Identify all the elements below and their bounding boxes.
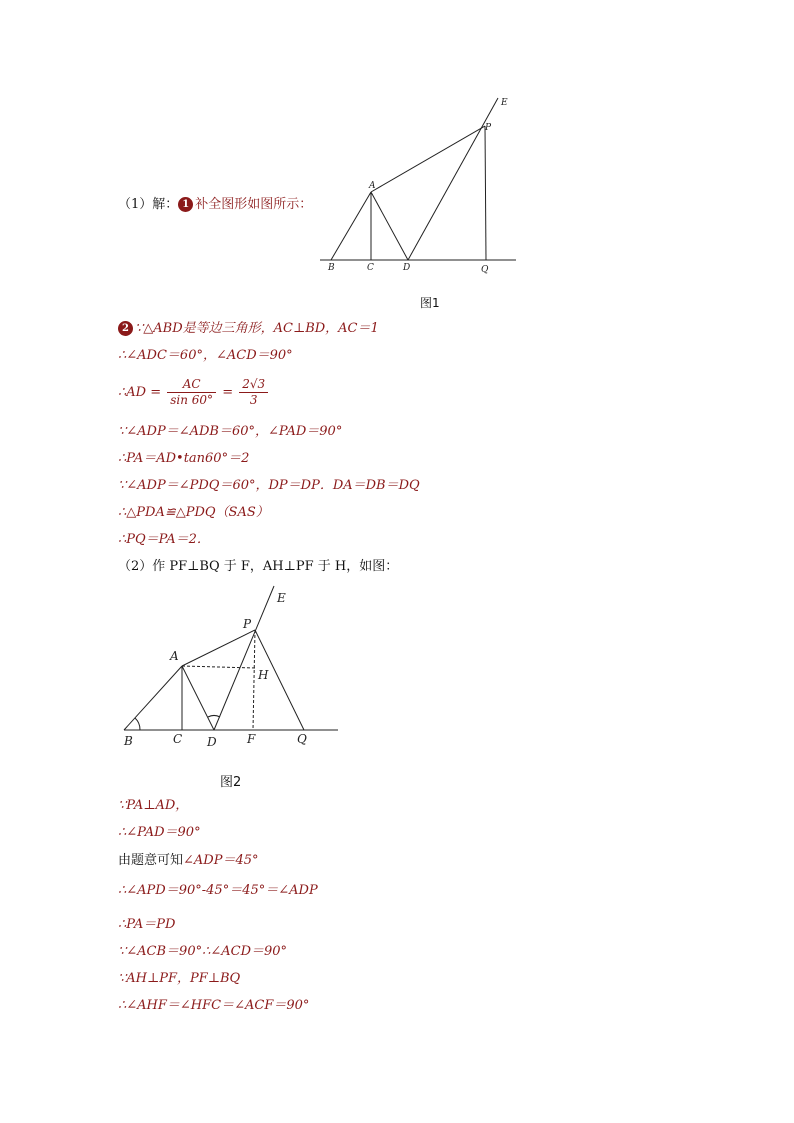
line-pa: ∴PA＝AD•tan60°＝2 [118, 451, 250, 466]
figure1-diagram [320, 92, 530, 282]
fig2-dashed-AH [182, 666, 255, 668]
fig2-label-Q: Q [297, 732, 307, 746]
ad-formula-line [118, 376, 270, 410]
p2-line-1: ∵PA⊥AD， [118, 798, 189, 813]
part1-label: （1）解： [118, 197, 179, 212]
fig1-segment-BA [331, 192, 371, 260]
part1-intro [118, 196, 312, 214]
p2-line-7: ∵AH⊥PF，PF⊥BQ [118, 971, 241, 986]
fig2-segment-AD [182, 666, 214, 730]
ad-prefix: ∴AD = [118, 385, 162, 400]
fig2-ray-DE [214, 586, 274, 730]
fig2-label-P: P [243, 617, 252, 631]
p2-line-3-math: ∠ADP＝45° [183, 853, 259, 868]
fig2-label-C: C [173, 732, 183, 746]
fig1-label-E: E [501, 98, 508, 108]
line-congruence: ∴△PDA≌△PDQ（SAS） [118, 505, 269, 520]
fig2-label-B: B [124, 734, 133, 748]
fig1-segment-AD [371, 192, 408, 260]
ad-result-denominator: 3 [249, 393, 258, 407]
step2-text: ∵△ABD是等边三角形，AC⊥BD，AC＝1 [135, 321, 379, 336]
part2-intro: （2）作 PF⊥BQ 于 F，AH⊥PF 于 H，如图： [118, 559, 399, 574]
p2-line-6: ∵∠ACB＝90°∴∠ACD＝90° [118, 944, 288, 959]
ad-result-numerator: 2√3 [239, 377, 268, 393]
p2-line-5: ∴PA＝PD [118, 917, 176, 932]
fig1-label-Q: Q [481, 265, 489, 275]
line-pdq: ∵∠ADP＝∠PDQ＝60°，DP＝DP．DA＝DB＝DQ [118, 478, 420, 493]
fig1-segment-AP [371, 126, 485, 192]
fig1-label-C: C [367, 263, 374, 273]
fig2-angle-mark-D [208, 716, 220, 717]
fig1-label-P: P [485, 123, 492, 133]
step1-circle-mark: 1 [178, 197, 193, 212]
figure1-caption: 图1 [420, 296, 440, 310]
step1-label: 补全图形如图所示： [195, 197, 313, 212]
line-pq: ∴PQ＝PA＝2． [118, 532, 210, 547]
ad-fraction-numerator: AC [167, 377, 216, 393]
figure2-caption: 图2 [220, 775, 242, 790]
fig2-label-E: E [277, 591, 286, 605]
p2-line-2: ∴∠PAD＝90° [118, 825, 201, 840]
fig2-dashed-PF [253, 630, 255, 730]
p2-line-3 [118, 852, 259, 870]
fig2-segment-BA [124, 666, 182, 730]
step2-line [118, 320, 379, 338]
fig2-angle-mark-B [135, 718, 140, 730]
figure2-diagram [116, 582, 346, 752]
fig1-label-D: D [403, 263, 411, 273]
ad-equals: = [222, 385, 234, 400]
fig1-label-B: B [328, 263, 335, 273]
fig1-label-A: A [369, 181, 376, 191]
line-angles: ∴∠ADC＝60°，∠ACD＝90° [118, 348, 293, 363]
p2-line-8: ∴∠AHF＝∠HFC＝∠ACF＝90° [118, 998, 310, 1013]
fig2-segment-AP [182, 630, 255, 666]
fig2-label-H: H [258, 668, 269, 682]
ad-fraction [167, 377, 216, 408]
step1-text [178, 197, 312, 212]
p2-line-4: ∴∠APD＝90°-45°＝45°＝∠ADP [118, 883, 318, 898]
fig2-label-A: A [170, 649, 179, 663]
fig1-segment-PQ [485, 126, 486, 260]
line-adp: ∵∠ADP＝∠ADB＝60°，∠PAD＝90° [118, 424, 343, 439]
fig2-label-F: F [247, 732, 256, 746]
ad-result-fraction [239, 377, 268, 408]
p2-line-3-prefix: 由题意可知 [118, 853, 184, 868]
ad-fraction-denominator: sin 60° [170, 393, 214, 407]
step2-circle-mark: 2 [118, 321, 133, 336]
fig2-label-D: D [207, 735, 217, 749]
